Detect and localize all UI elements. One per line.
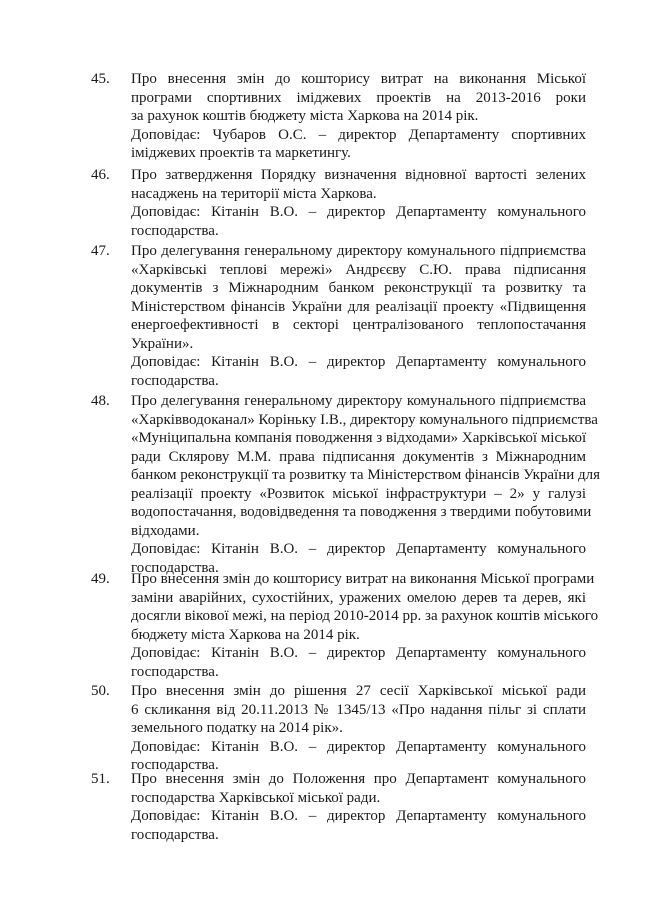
- item-number: 47.: [91, 243, 110, 259]
- text-line: банком реконструкції та розвитку та Міністерством фінансів України для: [131, 467, 601, 483]
- text-line: Про делегування генеральному директору комунального підприємства: [131, 243, 586, 259]
- text-line: Доповідає: Кітанін В.О. – директор Департаменту комунального: [131, 204, 586, 220]
- text-line: 6 скликання від 20.11.2013 № 1345/13 «Про надання пільг зі сплати: [131, 701, 586, 718]
- text-line: «Харківські теплові мережі» Андрєєву С.Ю. права підписання: [131, 261, 586, 278]
- text-line: Про внесення змін до рішення 27 сесії Харківської міської ради: [131, 683, 586, 699]
- text-line: Про затвердження Порядку визначення відновної вартості зелених: [131, 167, 586, 183]
- item-text: [131, 392, 601, 577]
- text-line: водопостачання, водовідведення та поводження з твердими побутовими: [131, 504, 592, 520]
- text-line: України».: [131, 335, 194, 352]
- text-line: заміни аварійних, сухостійних, уражених омелою дерев та дерев, які: [131, 589, 586, 606]
- text-line: насаджень на території міста Харкова.: [131, 185, 377, 202]
- text-line: господарства.: [131, 826, 219, 843]
- text-line: господарства.: [131, 757, 219, 773]
- item-number: 49.: [91, 571, 110, 587]
- text-line: Міністерством фінансів України для реалізації проекту «Підвищення: [131, 298, 586, 315]
- text-line: Доповідає: Кітанін В.О. – директор Департаменту комунального: [131, 645, 586, 661]
- text-line: програми спортивних іміджевих проектів на 2013-2016 роки: [131, 89, 586, 106]
- text-line: Доповідає: Кітанін В.О. – директор Департаменту комунального: [131, 808, 586, 824]
- text-line: господарства Харківської міської ради.: [131, 789, 381, 806]
- item-number: 51.: [91, 771, 110, 787]
- item-number: 50.: [91, 683, 110, 699]
- text-line: «Муніципальна компанія поводження з відходами» Харківської міської: [131, 430, 587, 446]
- text-line: відходами.: [131, 522, 200, 539]
- text-line: господарства.: [131, 663, 219, 680]
- text-line: бюджету міста Харкова на 2014 рік.: [131, 626, 360, 643]
- text-line: Про внесення змін до кошторису витрат на виконання Міської програми: [131, 571, 595, 587]
- item-text: [131, 570, 599, 681]
- text-line: документів з Міжнародним банком реконструкції та розвитку та: [131, 280, 586, 296]
- text-line: за рахунок коштів бюджету міста Харкова на 2014 рік.: [131, 108, 479, 124]
- item-text: [131, 70, 586, 163]
- item-text: [131, 770, 586, 844]
- text-line: Про делегування генеральному директору комунального підприємства: [131, 393, 586, 409]
- item-number: 45.: [91, 71, 110, 87]
- text-line: Доповідає: Чубаров О.С. – директор Департаменту спортивних: [131, 126, 586, 143]
- text-line: ради Склярову М.М. права підписання документів з Міжнародним: [131, 448, 586, 465]
- text-line: Доповідає: Кітанін В.О. – директор Департаменту комунального: [131, 354, 586, 370]
- item-text: [131, 166, 586, 240]
- item-number: 46.: [91, 167, 110, 183]
- text-line: господарства.: [131, 372, 219, 389]
- text-line: Про внесення змін до Положення про Департамент комунального: [131, 771, 586, 787]
- text-line: Про внесення змін до кошторису витрат на виконання Міської: [131, 71, 586, 87]
- item-text: [131, 242, 586, 390]
- item-number: 48.: [91, 393, 110, 409]
- text-line: енергоефективності в секторі централізованого теплопостачання: [131, 317, 586, 333]
- text-line: реалізації проекту «Розвиток міської інфраструктури – 2» у галузі: [131, 485, 586, 502]
- text-line: земельного податку на 2014 рік».: [131, 720, 343, 736]
- item-text: [131, 682, 586, 775]
- text-line: Доповідає: Кітанін В.О. – директор Департаменту комунального: [131, 738, 586, 755]
- text-line: іміджевих проектів та маркетингу.: [131, 145, 351, 161]
- text-line: господарства.: [131, 559, 219, 576]
- text-line: Доповідає: Кітанін В.О. – директор Департаменту комунального: [131, 541, 586, 557]
- text-line: досягли вікової межі, на період 2010-2014 рр. за рахунок коштів міського: [131, 608, 599, 624]
- text-line: господарства.: [131, 222, 219, 239]
- text-line: «Харківводоканал» Коріньку І.В., директору комунального підприємства: [131, 411, 598, 428]
